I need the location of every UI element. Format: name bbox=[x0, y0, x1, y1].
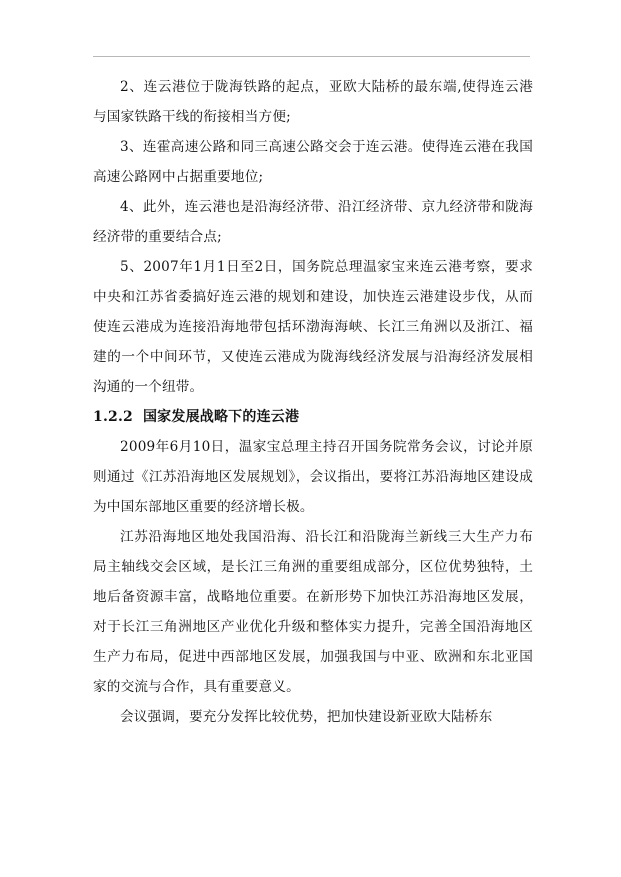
section-number: 1.2.2 bbox=[93, 409, 133, 425]
section-heading bbox=[93, 402, 533, 432]
paragraph-meeting-emphasis: 会议强调，要充分发挥比较优势，把加快建设新亚欧大陆桥东 bbox=[120, 709, 493, 725]
paragraph-jiangsu-coastal: 江苏沿海地区地处我国沿海、沿长江和沿陇海兰新线三大生产力布局主轴线交会区域，是长江三角洲的重要组成部分，区位优势独特，土地后备资源丰富，战略地位重要。在新形势下加快江苏沿海地区发展，对于长江三角洲地区产业优化升级和整体实力提升，完善全国沿海地区生产力布局，促进中西部地区发展，加强我国与中亚、欧洲和东北亚国家的交流与合作，具有重要意义。 bbox=[93, 529, 533, 695]
paragraph-item-5: 5、2007年1月1日至2日，国务院总理温家宝来连云港考察，要求中央和江苏省委搞好连云港的规划和建设，加快连云港建设步伐，从而使连云港成为连接沿海地带包括环渤海海峡、长江三角洲以及浙江、福建的一个中间环节，又使连云港成为陇海线经济发展与沿海经济发展相沟通的一个纽带。 bbox=[93, 259, 533, 395]
document-body bbox=[93, 72, 533, 732]
paragraph-meeting: 2009年6月10日，温家宝总理主持召开国务院常务会议，讨论并原则通过《江苏沿海地区发展规划》，会议指出，要将江苏沿海地区建设成为中国东部地区重要的经济增长极。 bbox=[93, 439, 533, 515]
paragraph-item-2: 2、连云港位于陇海铁路的起点，亚欧大陆桥的最东端,使得连云港与国家铁路干线的衔接相当方便; bbox=[93, 79, 533, 125]
paragraph-item-4: 4、此外，连云港也是沿海经济带、沿江经济带、京九经济带和陇海经济带的重要结合点; bbox=[93, 199, 533, 245]
header-rule bbox=[93, 56, 530, 57]
section-title: 国家发展战略下的连云港 bbox=[142, 409, 300, 425]
paragraph-item-3: 3、连霍高速公路和同三高速公路交会于连云港。使得连云港在我国高速公路网中占据重要地位; bbox=[93, 139, 533, 185]
